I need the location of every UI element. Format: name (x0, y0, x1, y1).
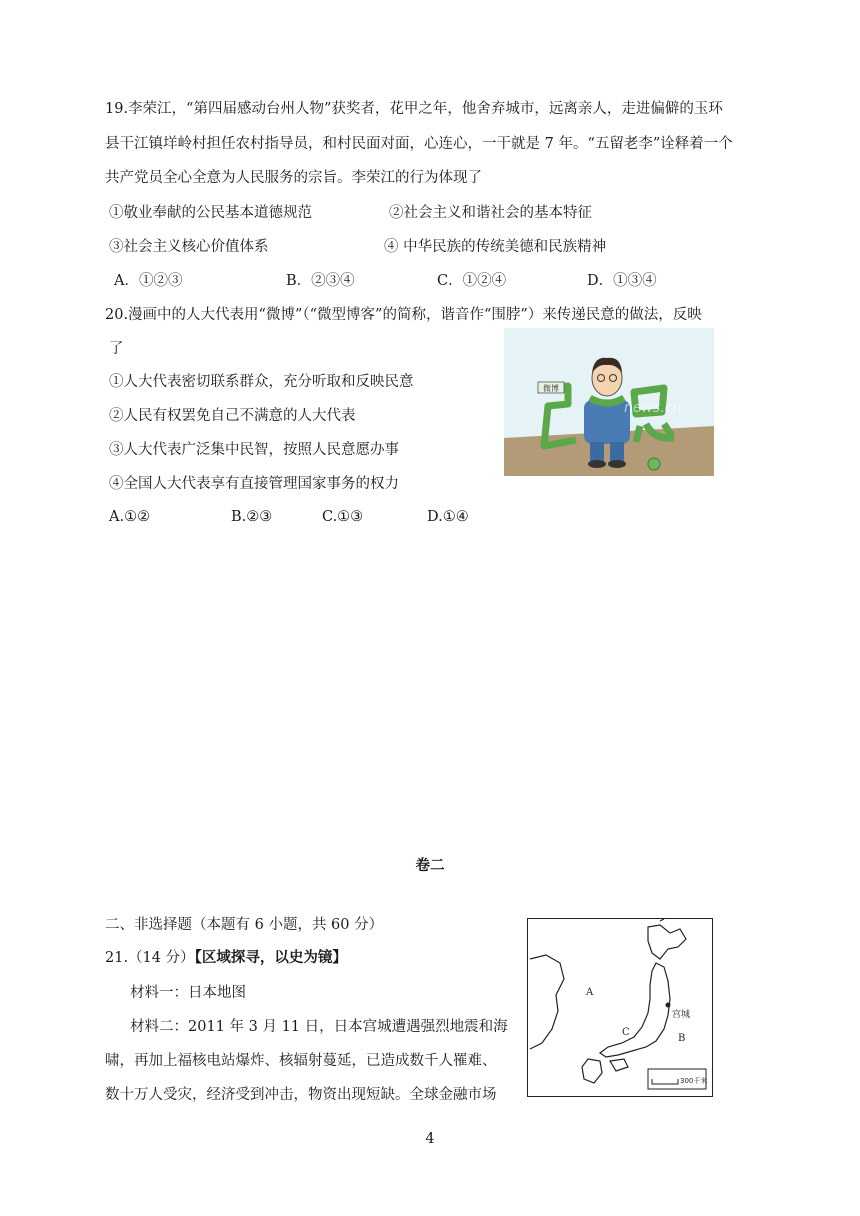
section-heading: 卷二 (415, 857, 445, 874)
q19-choice-b: B．②③④ (286, 273, 355, 289)
japan-map (527, 918, 713, 1097)
q21-topic: 【区域探寻，以史为镜】 (194, 949, 347, 966)
japan-map-svg (528, 919, 712, 1096)
yarn-ball (648, 458, 660, 470)
cartoon-watermark: news.cn (624, 400, 682, 416)
q20-option-4: ④全国人大代表享有直接管理国家事务的权力 (109, 476, 399, 492)
cartoon-illustration (504, 328, 714, 476)
person-right-shoe (608, 460, 626, 468)
honshu-outline (600, 963, 670, 1057)
sakhalin-hint (660, 919, 664, 921)
section2-title: 二、非选择题（本题有 6 小题，共 60 分） (105, 917, 384, 933)
q20-option-1: ①人大代表密切联系群众，充分听取和反映民意 (109, 374, 414, 390)
q20-choice-b: B.②③ (231, 509, 273, 525)
q20-option-3: ③人大代表广泛集中民智，按照人民意愿办事 (109, 442, 399, 458)
shikoku-outline (610, 1059, 628, 1071)
material-one: 材料一：日本地图 (130, 985, 246, 1001)
q19-option-4: ④ 中华民族的传统美德和民族精神 (384, 239, 607, 255)
q19-stem-line1: 19.李荣江，“第四届感动台州人物”获奖者，花甲之年，他舍弃城市，远离亲人，走进偏僻的玉环 (105, 101, 723, 117)
q19-option-1: ①敬业奉献的公民基本道德规范 (109, 205, 312, 221)
map-label-a: A (586, 987, 594, 998)
person-left-leg (590, 442, 604, 462)
map-label-c: C (622, 1027, 630, 1038)
kyushu-outline (582, 1059, 602, 1083)
q19-choice-a: A．①②③ (114, 273, 183, 289)
q19-stem-line2: 县干江镇垟岭村担任农村指导员，和村民面对面，心连心，一干就是 7 年。“五留老李”诠释着一个 (105, 136, 733, 152)
q20-stem-line1: 20.漫画中的人大代表用“微博”（“微型博客”的简称，谐音作“围脖”）来传递民意的做法，反映 (105, 307, 702, 323)
material-two-line2: 啸，再加上福核电站爆炸、核辐射蔓延，已造成数千人罹难、 (105, 1053, 497, 1069)
q19-option-3: ③社会主义核心价值体系 (109, 239, 269, 255)
q19-choice-c: C．①②④ (437, 273, 507, 289)
q21-points: 21.（14 分） (105, 950, 195, 966)
material-two-line1: 材料二：2011 年 3 月 11 日，日本宫城遭遇强烈地震和海 (130, 1019, 508, 1035)
q20-stem-line2: 了 (109, 341, 124, 357)
page-number: 4 (425, 1131, 435, 1147)
map-label-b: B (678, 1033, 686, 1044)
q19-choice-d: D．①③④ (587, 273, 657, 289)
q20-choice-c: C.①③ (322, 509, 364, 525)
miyagi-dot (666, 1003, 671, 1008)
scale-label: 300千米 (680, 1077, 708, 1085)
person-right-leg (610, 442, 624, 462)
cartoon-tag-text: 微博 (543, 384, 559, 393)
material-two-line3: 数十万人受灾，经济受到冲击，物资出现短缺。全球金融市场 (105, 1087, 497, 1103)
hokkaido-outline (648, 925, 686, 959)
q21-header (105, 948, 347, 968)
map-city-label: 宫城 (672, 1010, 691, 1020)
q20-option-2: ②人民有权罢免自己不满意的人大代表 (109, 408, 356, 424)
q20-choice-a: A.①② (109, 509, 151, 525)
cartoon-svg (504, 328, 714, 476)
person-left-shoe (588, 460, 606, 468)
mainland-coast (530, 955, 564, 1049)
q19-stem-line3: 共产党员全心全意为人民服务的宗旨。李荣江的行为体现了 (105, 170, 482, 186)
q19-option-2: ②社会主义和谐社会的基本特征 (389, 205, 592, 221)
q20-choice-d: D.①④ (427, 509, 469, 525)
